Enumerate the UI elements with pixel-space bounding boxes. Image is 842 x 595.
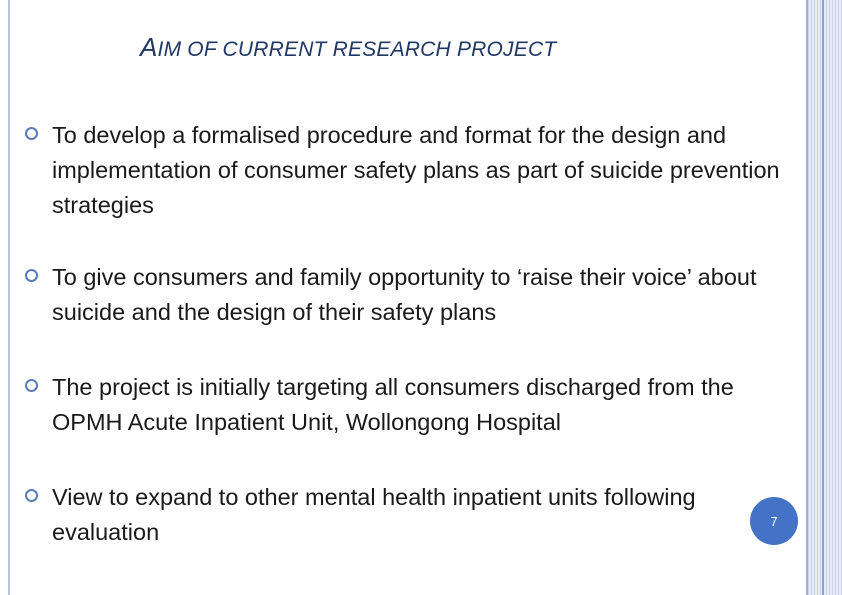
title-text: IM OF CURRENT RESEARCH PROJECT: [157, 38, 557, 61]
ring-bullet-icon: [24, 126, 39, 141]
slide-title: [140, 32, 556, 63]
bullet-text: The project is initially targeting all consumers discharged from the OPMH Acute Inpatient Unit, Wollongong Hospital: [52, 374, 734, 435]
bullet-text: To develop a formalised procedure and format for the design and implementation of consumer safety plans as part of suicide prevention strategies: [52, 122, 780, 218]
title-first-letter: A: [140, 32, 158, 62]
ring-bullet-icon: [24, 268, 39, 283]
bullet-text: View to expand to other mental health inpatient units following evaluation: [52, 484, 696, 545]
right-decorative-band: [806, 0, 842, 595]
ring-bullet-icon: [24, 378, 39, 393]
left-border-line: [8, 0, 10, 595]
right-band-line: [822, 0, 824, 595]
ring-bullet-icon: [24, 488, 39, 503]
bullet-text: To give consumers and family opportunity to ‘raise their voice’ about suicide and the design of their safety plans: [52, 264, 757, 325]
page-number-badge: 7: [750, 497, 798, 545]
